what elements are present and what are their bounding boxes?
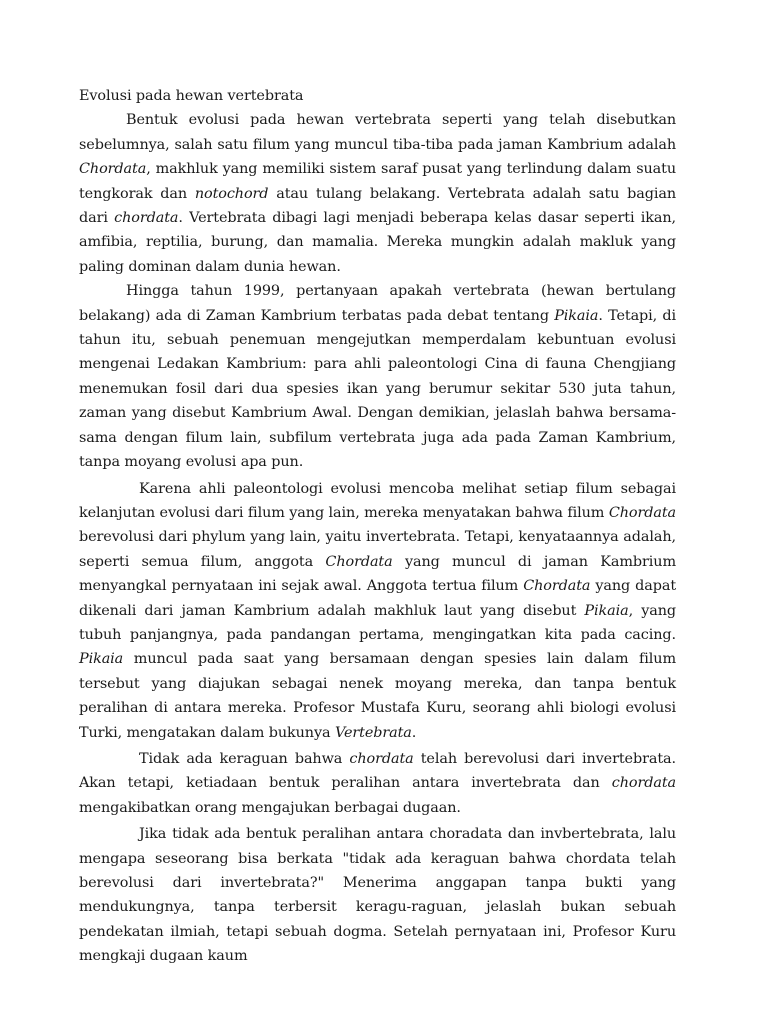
paragraph-text: mengakibatkan orang mengajukan berbagai dugaan.	[79, 799, 461, 816]
italic-term: Chordata	[79, 161, 147, 178]
italic-term: Pikaia	[584, 602, 629, 619]
italic-term: chordata	[611, 775, 676, 792]
italic-term: Chordata	[325, 553, 393, 570]
paragraph-3	[79, 477, 676, 745]
italic-term: Pikaia	[554, 307, 599, 324]
paragraph-5	[79, 822, 676, 968]
paragraph-text: Jika tidak ada bentuk peralihan antara choradata dan invbertebrata, lalu mengapa seseorang bisa berkata "tidak ada keraguan bahwa chordata telah berevolusi dari invertebrata?" Menerima anggapan tanpa bukti yang mendukungnya, tanpa terbersit keragu-raguan, jelaslah bukan sebuah pendekatan ilmiah, tetapi sebuah dogma. Setelah pernyataan ini, Profesor Kuru mengkaji dugaan kaum	[79, 826, 676, 965]
paragraph-text: .	[411, 724, 417, 741]
paragraph-text: Karena ahli paleontologi evolusi mencoba melihat setiap filum sebagai kelanjutan evolusi dari filum yang lain, mereka menyatakan bahwa filum	[79, 480, 676, 521]
italic-term: Chordata	[608, 504, 676, 521]
paragraph-text: . Tetapi, di tahun itu, sebuah penemuan mengejutkan memperdalam kebuntuan evolusi mengenai Ledakan Kambrium: para ahli paleontologi Cina di fauna Chengjiang menemukan fosil dari dua spesies ikan yang berumur sekitar 530 juta tahun, zaman yang disebut Kambrium Awal. Dengan demikian, jelaslah bahwa bersama-sama dengan filum lain, subfilum vertebrata juga ada pada Zaman Kambrium, tanpa moyang evolusi apa pun.	[79, 307, 676, 471]
document-page	[79, 84, 676, 969]
paragraph-text: yang dapat dikenali dari jaman Kambrium adalah makhluk laut yang disebut	[79, 578, 677, 619]
paragraph-text: berevolusi dari phylum yang lain, yaitu invertebrata. Tetapi, kenyataannya adalah, seperti semua filum, anggota	[79, 529, 676, 570]
paragraph-text: telah berevolusi dari invertebrata. Akan tetapi, ketiadaan bentuk peralihan antara invertebrata dan	[79, 750, 676, 792]
paragraph-2	[79, 279, 676, 474]
paragraph-text: Bentuk evolusi pada hewan vertebrata seperti yang telah disebutkan sebelumnya, salah satu filum yang muncul tiba-tiba pada jaman Kambrium adalah	[79, 112, 676, 153]
italic-term: notochord	[194, 185, 269, 202]
italic-term: Pikaia	[79, 651, 124, 668]
paragraph-text: atau tulang belakang. Vertebrata adalah satu bagian dari	[79, 185, 676, 227]
paragraph-text: Hingga tahun 1999, pertanyaan apakah vertebrata (hewan bertulang belakang) ada di Zaman Kambrium terbatas pada debat tentang	[79, 283, 676, 324]
paragraph-text: Tidak ada keraguan bahwa	[139, 750, 350, 767]
paragraph-text: . Vertebrata dibagi lagi menjadi beberapa kelas dasar seperti ikan, amfibia, reptilia, burung, dan mamalia. Mereka mungkin adalah makluk yang paling dominan dalam dunia hewan.	[79, 210, 676, 275]
paragraph-1	[79, 108, 676, 279]
paragraph-text: , makhluk yang memiliki sistem saraf pusat yang terlindung dalam suatu tengkorak dan	[79, 161, 676, 202]
italic-term: Chordata	[523, 578, 591, 595]
paragraph-text: , yang tubuh panjangnya, pada pandangan pertama, mengingatkan kita pada cacing.	[79, 602, 676, 643]
paragraph-4	[79, 747, 676, 820]
paragraph-text: yang muncul di jaman Kambrium menyangkal pernyataan ini sejak awal. Anggota tertua filum	[79, 553, 676, 595]
document-title: Evolusi pada hewan vertebrata	[79, 88, 304, 104]
italic-term: chordata	[114, 210, 179, 227]
italic-term: chordata	[349, 750, 414, 767]
italic-term: Vertebrata	[334, 724, 412, 741]
paragraph-text: muncul pada saat yang bersamaan dengan spesies lain dalam filum tersebut yang diajukan sebagai nenek moyang mereka, dan tanpa bentuk peralihan di antara mereka. Profesor Mustafa Kuru, seorang ahli biologi evolusi Turki, mengatakan dalam bukunya	[79, 651, 676, 741]
